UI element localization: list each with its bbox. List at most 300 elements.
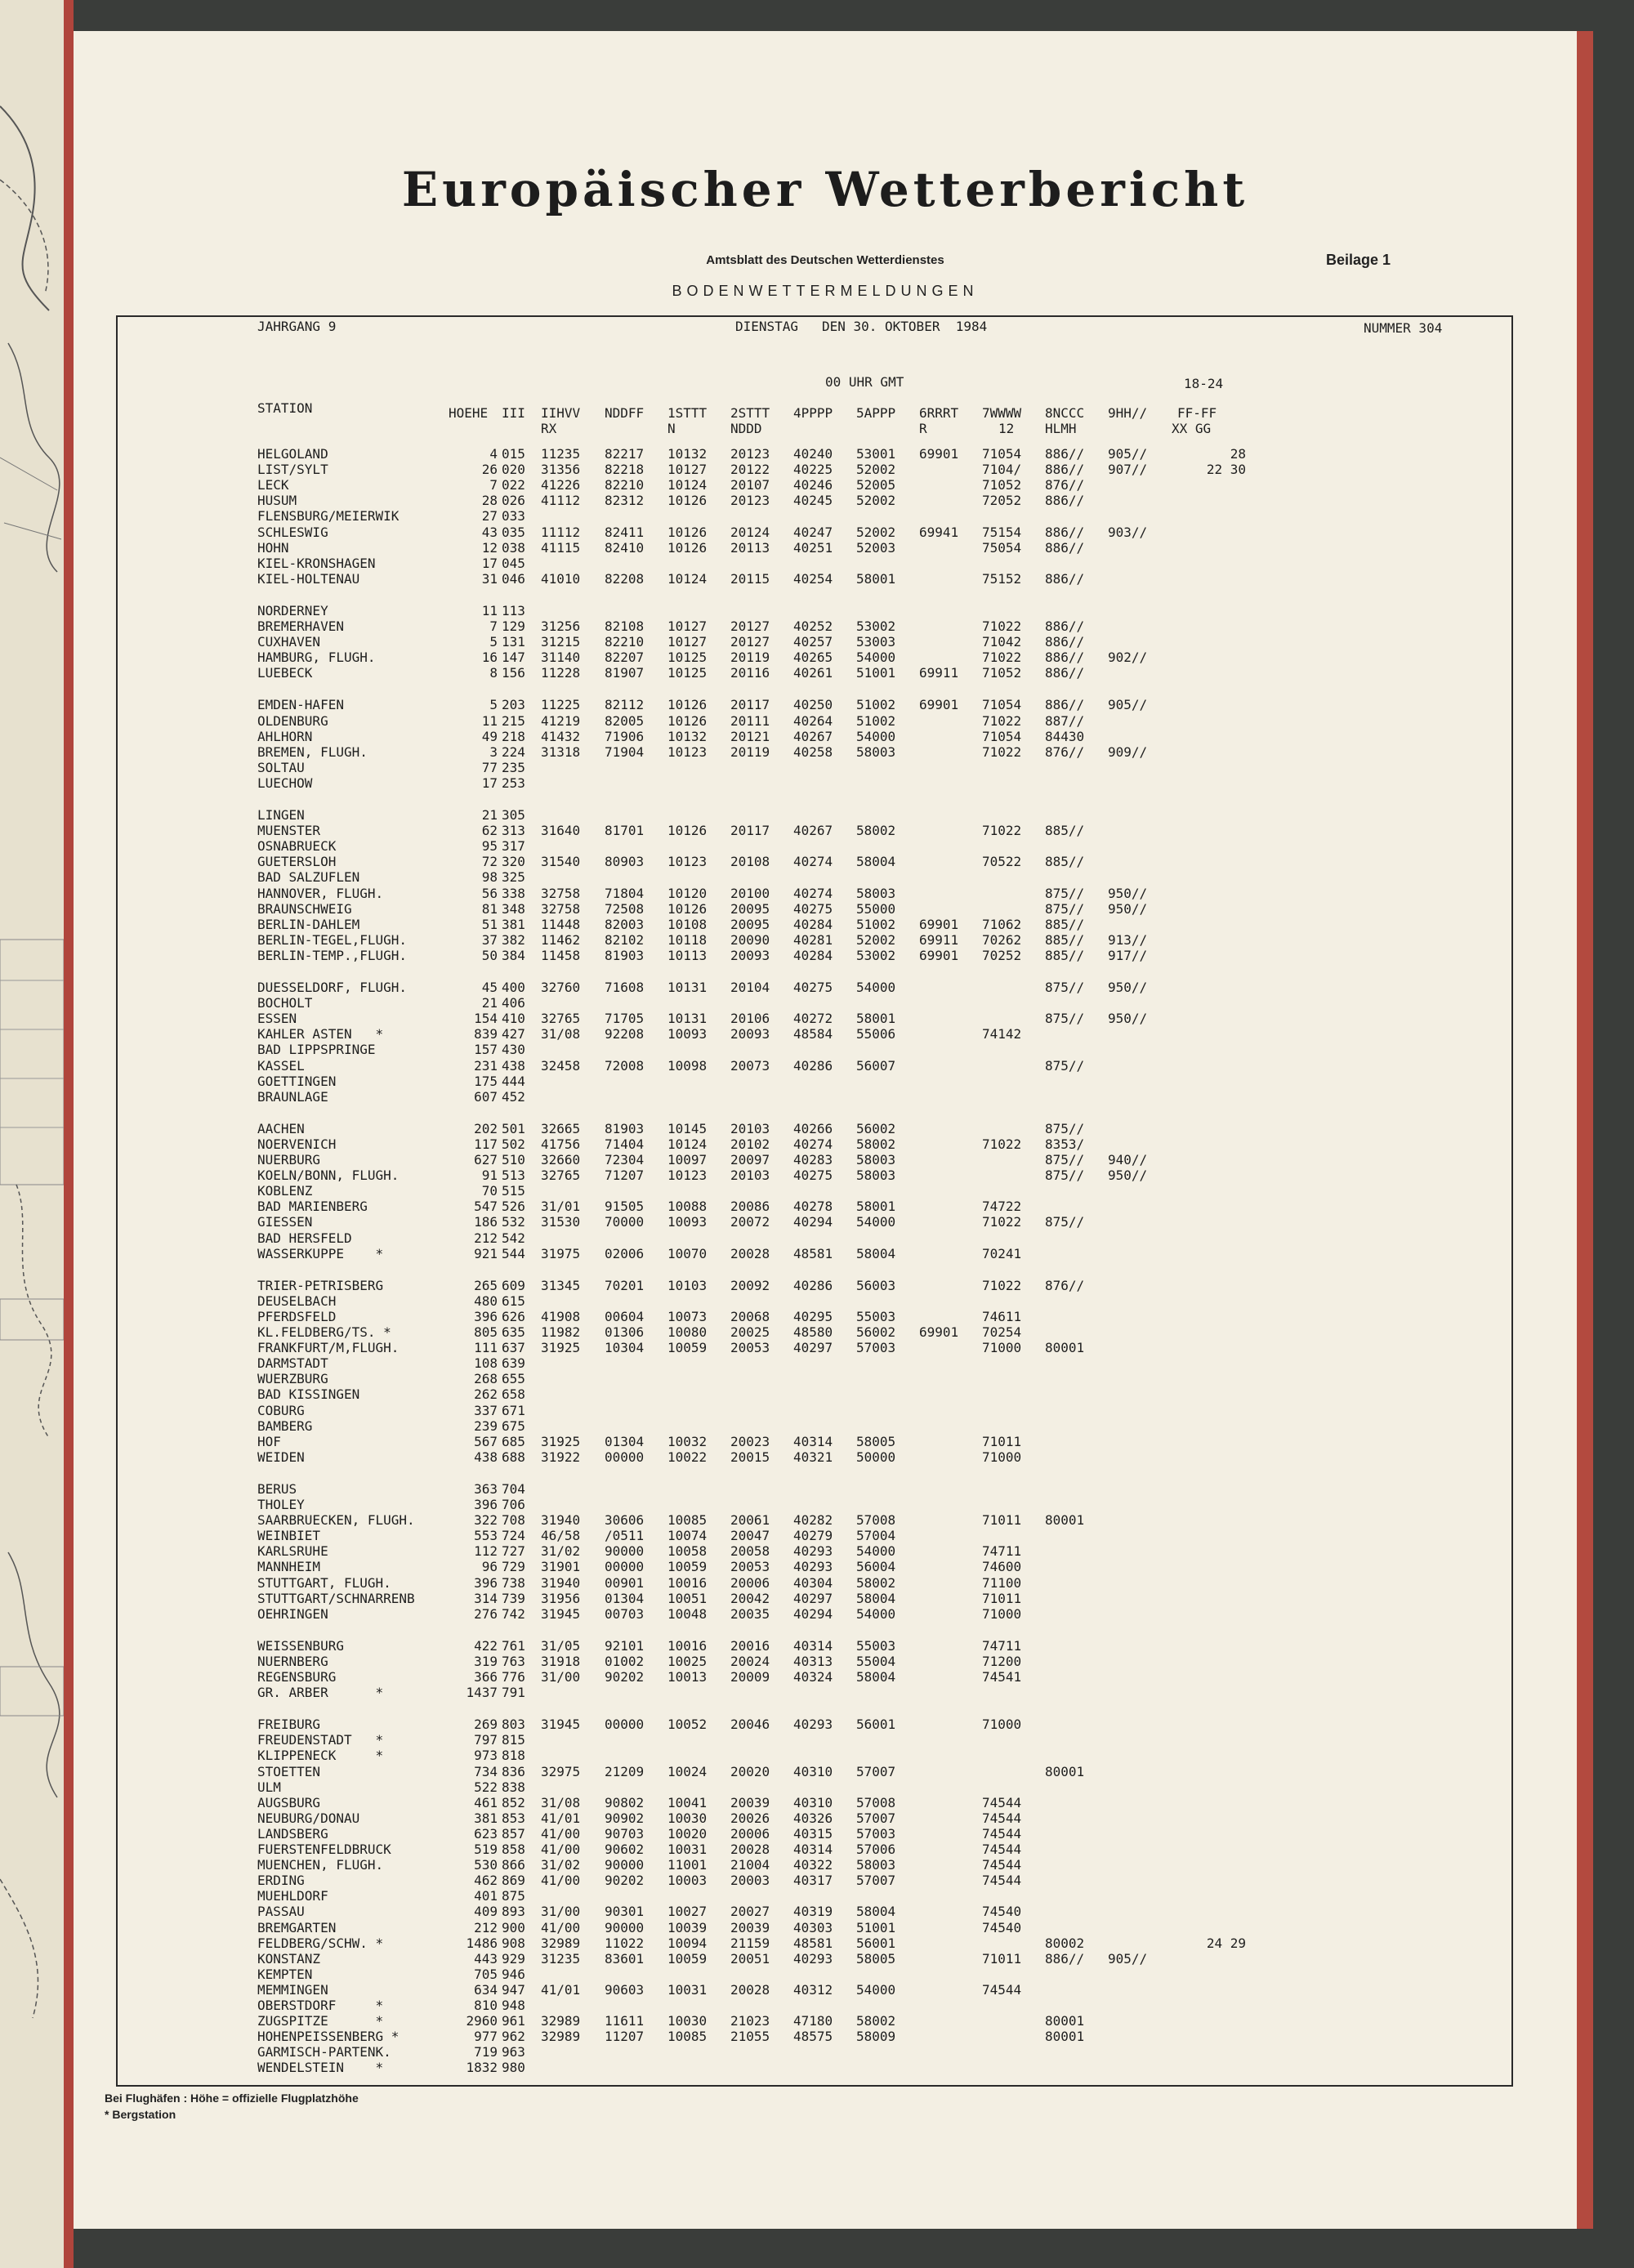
table-row	[118, 1074, 1507, 1089]
page-title: Europäischer Wetterbericht	[401, 162, 1249, 217]
group-5appp: 57003	[856, 1340, 896, 1356]
table-row	[118, 1638, 1507, 1654]
group-1sttt: 10126	[667, 539, 708, 556]
group-1sttt: 11001	[667, 1857, 708, 1873]
station-height: 314	[474, 1590, 498, 1606]
table-row	[118, 1826, 1507, 1842]
station-name: GIESSEN	[257, 1214, 313, 1230]
station-index: 532	[502, 1214, 525, 1230]
group-2sttt: 20103	[730, 1120, 770, 1136]
station-height: 175	[474, 1073, 498, 1089]
table-row	[118, 1888, 1507, 1904]
table-row	[118, 775, 1507, 791]
table-row	[118, 540, 1507, 556]
station-index: 853	[502, 1810, 525, 1826]
group-1sttt: 10059	[667, 1559, 708, 1575]
table-row	[118, 697, 1507, 712]
station-index: 156	[502, 665, 525, 681]
group-2sttt: 21055	[730, 2029, 770, 2045]
table-row	[118, 854, 1507, 869]
group-1sttt: 10108	[667, 916, 708, 932]
group-2sttt: 20072	[730, 1214, 770, 1230]
table-row	[118, 1278, 1507, 1293]
station-name: EMDEN-HAFEN	[257, 697, 344, 713]
table-row	[118, 2044, 1507, 2060]
group-7wwww: 74711	[982, 1543, 1022, 1560]
group-9hh: 950//	[1108, 980, 1148, 995]
group-iihvv: 11112	[541, 524, 581, 540]
group-4pppp: 40310	[793, 1794, 833, 1810]
group-4pppp: 48584	[793, 1026, 833, 1042]
group-1sttt: 10120	[667, 885, 708, 901]
group-1sttt: 10127	[667, 618, 708, 634]
station-name: STUTTGART/SCHNARRENB	[257, 1590, 415, 1606]
station-height: 839	[474, 1026, 498, 1042]
station-height: 45	[481, 980, 498, 995]
group-7wwww: 71000	[982, 1717, 1022, 1733]
station-index: 113	[502, 602, 525, 618]
table-row	[118, 1246, 1507, 1261]
station-index: 609	[502, 1277, 525, 1293]
group-nddff: 00000	[605, 1717, 645, 1733]
group-iihvv: 31640	[541, 823, 581, 839]
column-header-label: XX GG	[1172, 421, 1212, 436]
group-9hh: 903//	[1108, 524, 1148, 540]
group-nddff: 90602	[605, 1842, 645, 1857]
station-height: 154	[474, 1011, 498, 1027]
station-height: 239	[474, 1418, 498, 1434]
station-height: 49	[481, 728, 498, 744]
station-index: 045	[502, 555, 525, 571]
station-index: 857	[502, 1825, 525, 1842]
station-index: 635	[502, 1324, 525, 1340]
group-2sttt: 20115	[730, 570, 770, 587]
group-1sttt: 10030	[667, 1810, 708, 1826]
station-height: 396	[474, 1308, 498, 1324]
group-4pppp: 40315	[793, 1825, 833, 1842]
station-index: 382	[502, 931, 525, 948]
table-row	[118, 995, 1507, 1011]
group-1sttt: 10088	[667, 1199, 708, 1215]
table-row	[118, 2013, 1507, 2029]
station-height: 21	[481, 807, 498, 823]
group-nddff: 82112	[605, 697, 645, 713]
group-5appp: 55004	[856, 1653, 896, 1669]
group-2sttt: 20117	[730, 697, 770, 713]
group-nddff: 82005	[605, 712, 645, 729]
station-index: 963	[502, 2044, 525, 2060]
group-9hh: 905//	[1108, 697, 1148, 713]
station-name: LUECHOW	[257, 775, 313, 791]
station-name: OSNABRUECK	[257, 838, 337, 855]
station-index: 739	[502, 1590, 525, 1606]
group-8nccc: 886//	[1045, 697, 1085, 713]
station-name: NUERBURG	[257, 1152, 321, 1167]
group-4pppp: 40267	[793, 728, 833, 744]
station-index: 147	[502, 650, 525, 666]
group-1sttt: 10126	[667, 823, 708, 839]
station-height: 269	[474, 1717, 498, 1733]
table-row	[118, 446, 1507, 462]
group-2sttt: 20116	[730, 665, 770, 681]
station-index: 685	[502, 1433, 525, 1449]
group-1sttt: 10003	[667, 1873, 708, 1889]
station-index: 791	[502, 1685, 525, 1701]
group-4pppp: 40275	[793, 900, 833, 917]
column-header-label: RX	[541, 421, 557, 436]
group-4pppp: 40313	[793, 1653, 833, 1669]
group-5appp: 57008	[856, 1512, 896, 1529]
group-nddff: 21209	[605, 1763, 645, 1779]
station-name: BREMERHAVEN	[257, 618, 344, 634]
group-4pppp: 40240	[793, 446, 833, 462]
station-name: TRIER-PETRISBERG	[257, 1277, 384, 1293]
group-5appp: 52002	[856, 524, 896, 540]
station-name: BAD SALZUFLEN	[257, 869, 360, 886]
group-4pppp: 40293	[793, 1543, 833, 1560]
group-2sttt: 20122	[730, 462, 770, 478]
group-1sttt: 10123	[667, 1167, 708, 1184]
station-name: AACHEN	[257, 1120, 305, 1136]
station-height: 2960	[466, 2013, 498, 2029]
group-nddff: 11207	[605, 2029, 645, 2045]
group-2sttt: 20039	[730, 1794, 770, 1810]
station-name: HELGOLAND	[257, 446, 328, 462]
station-index: 313	[502, 823, 525, 839]
jahrgang-label: JAHRGANG 9	[257, 319, 337, 334]
group-iihvv: 31940	[541, 1574, 581, 1591]
station-height: 231	[474, 1057, 498, 1074]
station-height: 719	[474, 2044, 498, 2060]
group-nddff: 82207	[605, 650, 645, 666]
group-5appp: 51001	[856, 1919, 896, 1935]
station-height: 734	[474, 1763, 498, 1779]
station-index: 738	[502, 1574, 525, 1591]
table-row	[118, 462, 1507, 477]
station-height: 262	[474, 1386, 498, 1403]
group-8nccc: 875//	[1045, 980, 1085, 995]
station-index: 015	[502, 446, 525, 462]
group-7wwww: 71011	[982, 1512, 1022, 1529]
station-height: 322	[474, 1512, 498, 1529]
group-8nccc: 885//	[1045, 916, 1085, 932]
group-1sttt: 10020	[667, 1825, 708, 1842]
station-height: 1486	[466, 1935, 498, 1951]
table-row	[118, 1873, 1507, 1888]
group-4pppp: 40286	[793, 1057, 833, 1074]
station-height: 3	[489, 743, 498, 760]
group-7wwww: 71022	[982, 1136, 1022, 1152]
group-5appp: 53002	[856, 947, 896, 963]
station-index: 253	[502, 775, 525, 791]
station-name: HOHENPEISSENBERG *	[257, 2029, 400, 2045]
group-5appp: 54000	[856, 650, 896, 666]
group-2sttt: 20028	[730, 1981, 770, 1998]
station-name: OBERSTDORF *	[257, 1998, 384, 2013]
table-row	[118, 508, 1507, 524]
station-index: 215	[502, 712, 525, 729]
group-5appp: 54000	[856, 1605, 896, 1622]
table-row	[118, 618, 1507, 634]
group-6rrrt: 69941	[919, 524, 959, 540]
table-row	[118, 1309, 1507, 1324]
group-4pppp: 40272	[793, 1011, 833, 1027]
section-heading: BODENWETTERMELDUNGEN	[672, 283, 979, 299]
group-1sttt: 10070	[667, 1245, 708, 1261]
group-4pppp: 40293	[793, 1559, 833, 1575]
group-4pppp: 40317	[793, 1873, 833, 1889]
station-name: KASSEL	[257, 1057, 305, 1074]
group-nddff: 71404	[605, 1136, 645, 1152]
table-row	[118, 1795, 1507, 1810]
column-header-label: R	[919, 421, 927, 436]
table-row	[118, 2060, 1507, 2075]
group-1sttt: 10132	[667, 446, 708, 462]
group-4pppp: 40304	[793, 1574, 833, 1591]
station-name: REGENSBURG	[257, 1669, 337, 1685]
group-5appp: 58009	[856, 2029, 896, 2045]
station-name: HOHN	[257, 539, 289, 556]
group-2sttt: 21023	[730, 2013, 770, 2029]
group-4pppp: 40293	[793, 1950, 833, 1967]
station-height: 96	[481, 1559, 498, 1575]
group-5appp: 54000	[856, 1543, 896, 1560]
station-name: FUERSTENFELDBRUCK	[257, 1842, 391, 1857]
group-4pppp: 40245	[793, 493, 833, 509]
station-height: 12	[481, 539, 498, 556]
table-row	[118, 1042, 1507, 1057]
group-4pppp: 40251	[793, 539, 833, 556]
column-header-label: NDDD	[730, 421, 762, 436]
group-2sttt: 20124	[730, 524, 770, 540]
table-row	[118, 1403, 1507, 1418]
station-name: BOCHOLT	[257, 995, 313, 1011]
table-row	[118, 1559, 1507, 1574]
table-row	[118, 1355, 1507, 1371]
station-height: 363	[474, 1480, 498, 1497]
group-2sttt: 20119	[730, 743, 770, 760]
station-height: 438	[474, 1449, 498, 1465]
table-row	[118, 886, 1507, 901]
station-height: 567	[474, 1433, 498, 1449]
table-row	[118, 1497, 1507, 1512]
group-nddff: 00000	[605, 1449, 645, 1465]
group-iihvv: 11235	[541, 446, 581, 462]
group-9hh: 902//	[1108, 650, 1148, 666]
station-index: 131	[502, 634, 525, 650]
group-2sttt: 20003	[730, 1873, 770, 1889]
group-nddff: 82411	[605, 524, 645, 540]
table-row	[118, 1951, 1507, 1967]
table-row	[118, 1011, 1507, 1026]
station-name: AUGSBURG	[257, 1794, 321, 1810]
group-2sttt: 20051	[730, 1950, 770, 1967]
station-index: 637	[502, 1340, 525, 1356]
station-index: 022	[502, 477, 525, 493]
station-name: HUSUM	[257, 493, 297, 509]
group-8nccc: 80001	[1045, 1512, 1085, 1529]
group-7wwww: 70252	[982, 947, 1022, 963]
group-4pppp: 40275	[793, 980, 833, 995]
table-row	[118, 1764, 1507, 1779]
group-iihvv: 31530	[541, 1214, 581, 1230]
group-2sttt: 20102	[730, 1136, 770, 1152]
table-row	[118, 917, 1507, 932]
group-6rrrt: 69901	[919, 916, 959, 932]
group-8nccc: 885//	[1045, 823, 1085, 839]
station-index: 502	[502, 1136, 525, 1152]
group-2sttt: 20104	[730, 980, 770, 995]
group-1sttt: 10016	[667, 1574, 708, 1591]
group-8nccc: 886//	[1045, 650, 1085, 666]
group-1sttt: 10016	[667, 1637, 708, 1654]
group-4pppp: 40278	[793, 1199, 833, 1215]
group-5appp: 58003	[856, 1167, 896, 1184]
group-1sttt: 10027	[667, 1904, 708, 1920]
group-7wwww: 74544	[982, 1825, 1022, 1842]
table-row	[118, 1654, 1507, 1669]
group-4pppp: 40274	[793, 1136, 833, 1152]
beilage-label: Beilage 1	[1325, 252, 1391, 268]
station-height: 77	[481, 759, 498, 775]
station-name: MUENCHEN, FLUGH.	[257, 1857, 384, 1873]
table-row	[118, 1214, 1507, 1230]
station-height: 98	[481, 869, 498, 886]
group-9hh: 950//	[1108, 1167, 1148, 1184]
station-name: OEHRINGEN	[257, 1605, 328, 1622]
station-height: 7	[489, 477, 498, 493]
station-index: 626	[502, 1308, 525, 1324]
group-7wwww: 71054	[982, 728, 1022, 744]
group-7wwww: 75054	[982, 539, 1022, 556]
group-7wwww: 74541	[982, 1669, 1022, 1685]
group-4pppp: 40274	[793, 854, 833, 870]
group-4pppp: 40282	[793, 1512, 833, 1529]
station-name: BREMGARTEN	[257, 1919, 337, 1935]
station-height: 522	[474, 1779, 498, 1795]
station-index: 946	[502, 1966, 525, 1982]
table-row	[118, 1434, 1507, 1449]
column-header-label: N	[667, 421, 676, 436]
station-height: 26	[481, 462, 498, 478]
column-header-label: FF-FF	[1177, 405, 1217, 421]
station-index: 929	[502, 1950, 525, 1967]
column-header-label: HLMH	[1045, 421, 1077, 436]
group-nddff: 72008	[605, 1057, 645, 1074]
group-5appp: 53001	[856, 446, 896, 462]
group-iihvv: 31215	[541, 634, 581, 650]
group-6rrrt: 69901	[919, 1324, 959, 1340]
group-iihvv: 31/00	[541, 1669, 581, 1685]
group-iihvv: 31918	[541, 1653, 581, 1669]
group-1sttt: 10097	[667, 1152, 708, 1167]
station-height: 265	[474, 1277, 498, 1293]
column-header-label: 12	[998, 421, 1015, 436]
group-8nccc: 84430	[1045, 728, 1085, 744]
column-header-label: 2STTT	[730, 405, 770, 421]
group-5appp: 58004	[856, 1590, 896, 1606]
station-name: OLDENBURG	[257, 712, 328, 729]
station-height: 95	[481, 838, 498, 855]
station-name: BAD KISSINGEN	[257, 1386, 360, 1403]
table-row	[118, 1967, 1507, 1982]
group-8nccc: 875//	[1045, 1057, 1085, 1074]
station-height: 422	[474, 1637, 498, 1654]
group-4pppp: 40286	[793, 1277, 833, 1293]
station-index: 526	[502, 1199, 525, 1215]
group-2sttt: 20035	[730, 1605, 770, 1622]
group-5appp: 58001	[856, 1199, 896, 1215]
group-nddff: 71608	[605, 980, 645, 995]
group-7wwww: 74600	[982, 1559, 1022, 1575]
group-8nccc: 886//	[1045, 1950, 1085, 1967]
group-4pppp: 40258	[793, 743, 833, 760]
group-4pppp: 40314	[793, 1842, 833, 1857]
group-4pppp: 48581	[793, 1245, 833, 1261]
group-nddff: 90202	[605, 1873, 645, 1889]
station-height: 17	[481, 775, 498, 791]
group-7wwww: 71000	[982, 1340, 1022, 1356]
station-name: WEISSENBURG	[257, 1637, 344, 1654]
station-height: 50	[481, 947, 498, 963]
group-iihvv: 31956	[541, 1590, 581, 1606]
station-name: ERDING	[257, 1873, 305, 1889]
station-height: 28	[481, 493, 498, 509]
group-iihvv: 41219	[541, 712, 581, 729]
table-row	[118, 1449, 1507, 1465]
group-1sttt: 10051	[667, 1590, 708, 1606]
group-5appp: 58001	[856, 570, 896, 587]
station-name: FREIBURG	[257, 1717, 321, 1733]
table-row	[118, 477, 1507, 493]
group-5appp: 56004	[856, 1559, 896, 1575]
group-nddff: 82208	[605, 570, 645, 587]
group-4pppp: 40293	[793, 1717, 833, 1733]
table-row	[118, 838, 1507, 854]
group-2sttt: 20023	[730, 1433, 770, 1449]
station-height: 117	[474, 1136, 498, 1152]
station-index: 961	[502, 2013, 525, 2029]
station-name: WEINBIET	[257, 1528, 321, 1544]
table-row	[118, 1512, 1507, 1528]
group-nddff: 01304	[605, 1433, 645, 1449]
group-1sttt: 10126	[667, 900, 708, 917]
station-name: ESSEN	[257, 1011, 297, 1027]
table-row	[118, 713, 1507, 729]
station-height: 705	[474, 1966, 498, 1982]
range-label: 18-24	[1184, 376, 1224, 391]
station-height: 319	[474, 1653, 498, 1669]
group-1sttt: 10059	[667, 1950, 708, 1967]
group-1sttt: 10125	[667, 650, 708, 666]
group-1sttt: 10022	[667, 1449, 708, 1465]
group-7wwww: 74711	[982, 1637, 1022, 1654]
group-7wwww: 74540	[982, 1904, 1022, 1920]
group-1sttt: 10131	[667, 980, 708, 995]
station-index: 338	[502, 885, 525, 901]
table-row	[118, 729, 1507, 744]
group-5appp: 54000	[856, 1214, 896, 1230]
station-height: 11	[481, 712, 498, 729]
table-row	[118, 493, 1507, 508]
group-7wwww: 74611	[982, 1308, 1022, 1324]
table-row	[118, 1717, 1507, 1732]
group-7wwww: 74544	[982, 1981, 1022, 1998]
group-1sttt: 10059	[667, 1340, 708, 1356]
group-5appp: 58003	[856, 1857, 896, 1873]
group-7wwww: 7104/	[982, 462, 1022, 478]
group-iihvv: 32975	[541, 1763, 581, 1779]
